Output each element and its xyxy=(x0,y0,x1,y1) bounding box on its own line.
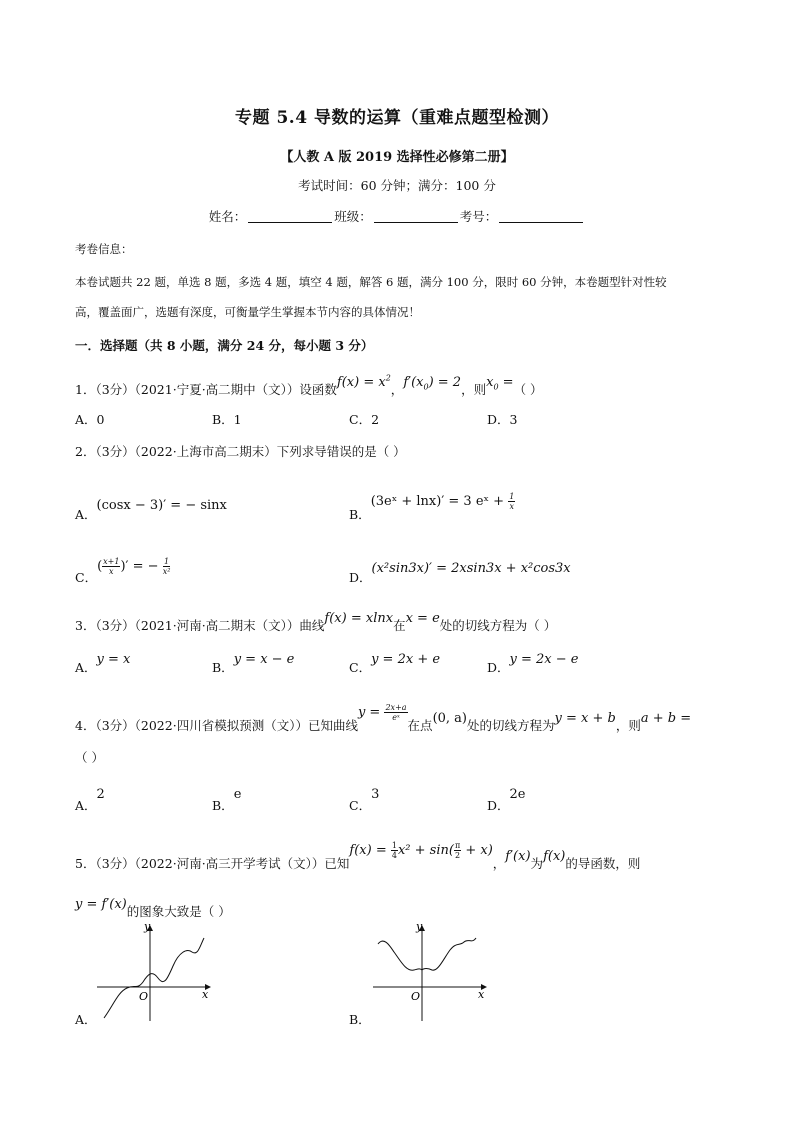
q3-option-b[interactable]: B．y = x − e xyxy=(212,652,295,675)
q1-formula-f: $f(x) = x^2$ xyxy=(336,373,391,390)
question-1: 1．（3分）（2021·宁夏·高二期中（文））设函数$f(x) = x^2$，$f'(x_0) = 2$，则$x_0$ =（ ） xyxy=(75,373,543,397)
origin-label: O xyxy=(411,990,421,1003)
y-label: y xyxy=(144,920,151,933)
question-2: 2．（3分）（2022·上海市高二期末）下列求导错误的是（ ） xyxy=(75,444,406,459)
x-label: x xyxy=(478,988,485,1001)
q4-point: (0, a) xyxy=(432,711,467,726)
curve xyxy=(378,938,476,970)
question-5: 5．（3分）（2022·河南·高三开学考试（文））已知f(x) = $\frac{1}{4}$ x² + sin( $\frac{\pi}{2}$ + x)，f′(x)为f(x)的导函数，则 xyxy=(75,841,641,871)
q4-tangent: y = x + b xyxy=(554,711,616,726)
page-subtitle: 【人教 A 版 2019 选择性必修第二册】 xyxy=(280,150,514,165)
question-4: 4．（3分）（2022·四川省模拟预测（文））已知曲线y = $\frac{2x+a}{\text{eˣ}}$ 在点(0, a)处的切线方程为y = x + b，则a + b = xyxy=(75,703,692,733)
name-blank[interactable] xyxy=(248,210,332,223)
q3-option-a[interactable]: A．y = x xyxy=(75,652,131,675)
page-title: 专题 5.4 导数的运算（重难点题型检测） xyxy=(235,108,559,128)
curve xyxy=(104,938,204,1018)
q2-c-formula: ( $\frac{x+1}{x}$ )′ = − $\frac{1}{\text{x²}}$ xyxy=(97,557,171,576)
student-info-row xyxy=(0,207,794,225)
name-label: 姓名： xyxy=(208,209,247,224)
info-line-2: 高，覆盖面广，选题有深度，可衡量学生掌握本节内容的具体情况！ xyxy=(75,305,420,319)
q4-option-b[interactable]: B．e xyxy=(212,787,242,813)
q5-line2: y = f′(x)的图象大致是（ ） xyxy=(75,897,231,919)
question-3: 3．（3分）（2021·河南·高二期末（文））曲线f(x) = xlnx在x = e处的切线方程为（ ） xyxy=(75,611,557,633)
q1-text: 1．（3分）（2021·宁夏·高二期中（文））设函数 xyxy=(75,382,337,397)
q4-option-d[interactable]: D．2e xyxy=(487,787,526,813)
q2-option-b[interactable]: B．(3eˣ + lnx)′ = 3 eˣ + $\frac{1}{x}$ xyxy=(349,492,515,522)
info-heading: 考卷信息： xyxy=(75,242,133,256)
q4-option-a[interactable]: A．2 xyxy=(75,787,105,813)
q5-function: f(x) = $\frac{1}{4}$ x² + sin( $\frac{\pi}{2}$ + x) xyxy=(349,841,493,860)
q2-option-d[interactable]: D．(x²sin3x)′ = 2xsin3x + x²cos3x xyxy=(349,561,571,585)
q5-option-b[interactable]: B． xyxy=(349,1012,371,1027)
q4-curve: y = $\frac{2x+a}{\text{eˣ}}$ xyxy=(357,703,407,722)
q2-a-formula: (cosx − 3)′ = − sinx xyxy=(96,498,227,513)
q1-formula-fprime: $f'(x_0) = 2$ xyxy=(403,375,462,392)
q1-option-d[interactable]: D．3 xyxy=(487,412,518,427)
q3-point: x = e xyxy=(405,611,440,626)
q5-option-a[interactable]: A． xyxy=(75,1012,97,1027)
q2-d-formula: (x²sin3x)′ = 2xsin3x + x²cos3x xyxy=(371,561,571,576)
q1-option-b[interactable]: B．1 xyxy=(212,412,242,427)
q4-paren: （ ） xyxy=(75,750,104,765)
class-label: 班级： xyxy=(334,209,372,224)
class-blank[interactable] xyxy=(374,210,458,223)
origin-label: O xyxy=(139,990,149,1003)
q2-option-c[interactable]: C．( $\frac{x+1}{x}$ )′ = − $\frac{1}{\text{x²}}$ xyxy=(75,557,171,585)
q1-option-a[interactable]: A．0 xyxy=(75,412,105,427)
q5-yf: y = f′(x) xyxy=(75,897,127,912)
q1-formula-x0: $x_0$ = xyxy=(486,375,514,392)
q4-ab: a + b = xyxy=(640,711,692,726)
q1-option-c[interactable]: C．2 xyxy=(349,412,380,427)
q3-function: f(x) = xlnx xyxy=(324,611,394,626)
q3-option-d[interactable]: D．y = 2x − e xyxy=(487,652,579,675)
q3-option-c[interactable]: C．y = 2x + e xyxy=(349,652,441,675)
number-blank[interactable] xyxy=(499,210,583,223)
q2-option-a[interactable]: A．(cosx − 3)′ = − sinx xyxy=(75,498,227,522)
y-label: y xyxy=(416,920,423,933)
q5-graph-b[interactable] xyxy=(368,918,498,1028)
q4-option-c[interactable]: C．3 xyxy=(349,787,380,813)
section-heading: 一．选择题（共 8 小题，满分 24 分，每小题 3 分） xyxy=(75,338,374,353)
info-line-1: 本卷试题共 22 题，单选 8 题，多选 4 题，填空 4 题，解答 6 题，满分 100 分，限时 60 分钟，本卷题型针对性较 xyxy=(75,275,667,289)
q5-graph-a[interactable] xyxy=(92,918,222,1028)
number-label: 考号： xyxy=(459,209,498,224)
q2-b-formula: (3eˣ + lnx)′ = 3 eˣ + $\frac{1}{x}$ xyxy=(370,492,515,511)
x-label: x xyxy=(202,988,209,1001)
exam-info: 考试时间：60 分钟；满分：100 分 xyxy=(298,178,496,193)
